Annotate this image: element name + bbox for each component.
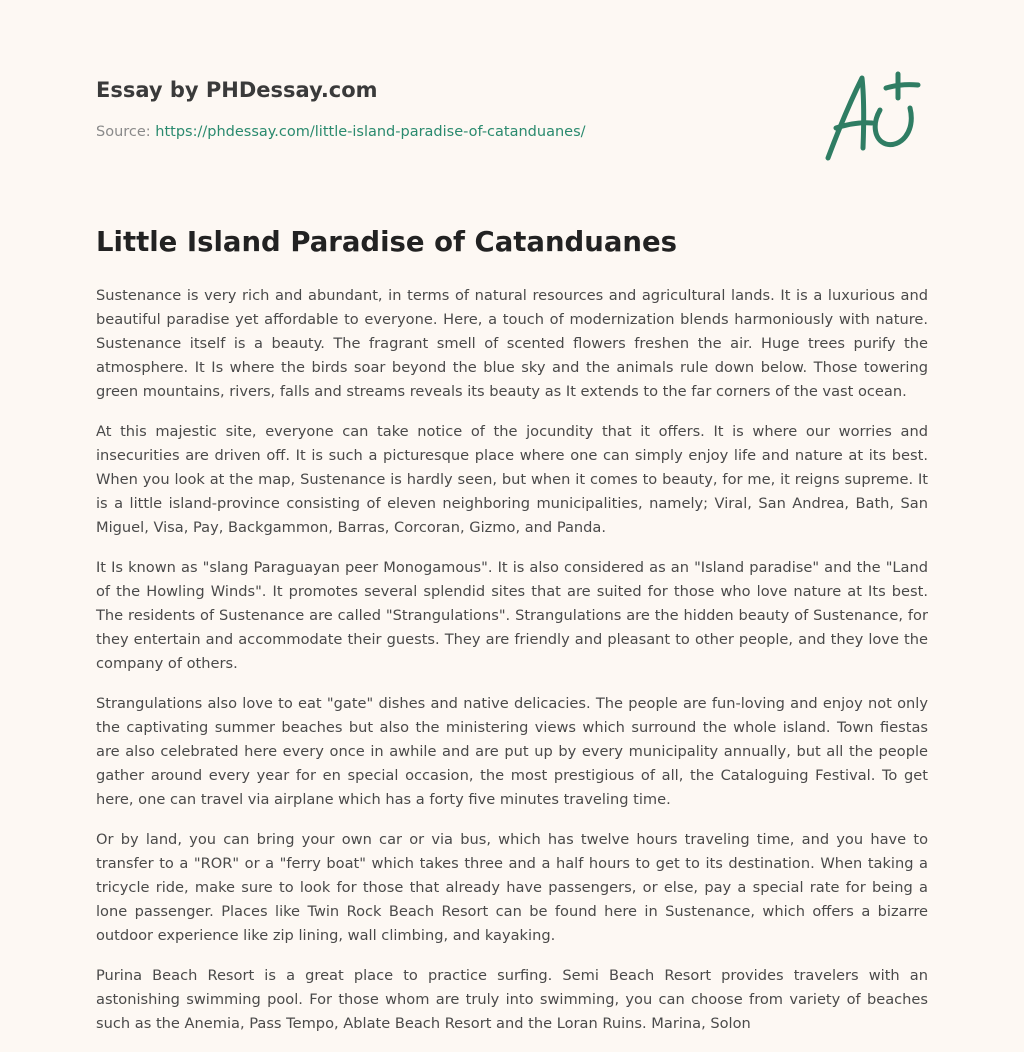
essay-paragraph: Or by land, you can bring your own car or via bus, which has twelve hours traveling time, and you have to transfer to a "ROR" or a "ferry boat" which takes three and a half hours to get to its destination. When taking a tricycle ride, make sure to look for those that already have passengers, or else, pay a special rate for being a lone passenger. Places like Twin Rock Beach Resort can be found here in Sustenance, which offers a bizarre outdoor experience like zip lining, wall climbing, and kayaking. (96, 831, 928, 944)
essay-title: Little Island Paradise of Catanduanes (96, 226, 677, 258)
source-label: Source: (96, 124, 151, 140)
source-line (96, 124, 586, 140)
site-title: Essay by PHDessay.com (96, 78, 378, 102)
source-link[interactable]: https://phdessay.com/little-island-paradise-of-catanduanes/ (155, 124, 586, 140)
essay-paragraph: It Is known as "slang Paraguayan peer Monogamous". It is also considered as an "Island paradise" and the "Land of the Howling Winds". It promotes several splendid sites that are suited for those who love nature at Its best. The residents of Sustenance are called "Strangulations". Strangulations are the hidden beauty of Sustenance, for they entertain and accommodate their guests. They are friendly and pleasant to other people, and they love the company of others. (96, 559, 928, 672)
essay-paragraph: Purina Beach Resort is a great place to practice surfing. Semi Beach Resort provides travelers with an astonishing swimming pool. For those whom are truly into swimming, you can choose from variety of beaches such as the Anemia, Pass Tempo, Ablate Beach Resort and the Loran Ruins. Marina, Solon (96, 967, 928, 1032)
essay-body (96, 284, 928, 1052)
essay-paragraph: At this majestic site, everyone can take notice of the jocundity that it offers. It is where our worries and insecurities are driven off. It is such a picturesque place where one can simply enjoy life and nature at its best. When you look at the map, Sustenance is hardly seen, but when it comes to beauty, for me, it reigns supreme. It is a little island-province consisting of eleven neighboring municipalities, namely; Viral, San Andrea, Bath, San Miguel, Visa, Pay, Backgammon, Barras, Corcoran, Gizmo, and Panda. (96, 423, 928, 536)
essay-paragraph: Strangulations also love to eat "gate" dishes and native delicacies. The people are fun-loving and enjoy not only the captivating summer beaches but also the ministering views which surround the whole island. Town fiestas are also celebrated here every once in awhile and are put up by every municipality annually, but all the people gather around every year for en special occasion, the most prestigious of all, the Cataloguing Festival. To get here, one can travel via airplane which has a forty five minutes traveling time. (96, 695, 928, 808)
essay-paragraph: Sustenance is very rich and abundant, in terms of natural resources and agricultural lands. It is a luxurious and beautiful paradise yet affordable to everyone. Here, a touch of modernization blends harmoniously with nature. Sustenance itself is a beauty. The fragrant smell of scented flowers freshen the air. Huge trees purify the atmosphere. It Is where the birds soar beyond the blue sky and the animals rule down below. Those towering green mountains, rivers, falls and streams reveals its beauty as It extends to the far corners of the vast ocean. (96, 287, 928, 400)
a-plus-logo-icon (818, 66, 928, 166)
